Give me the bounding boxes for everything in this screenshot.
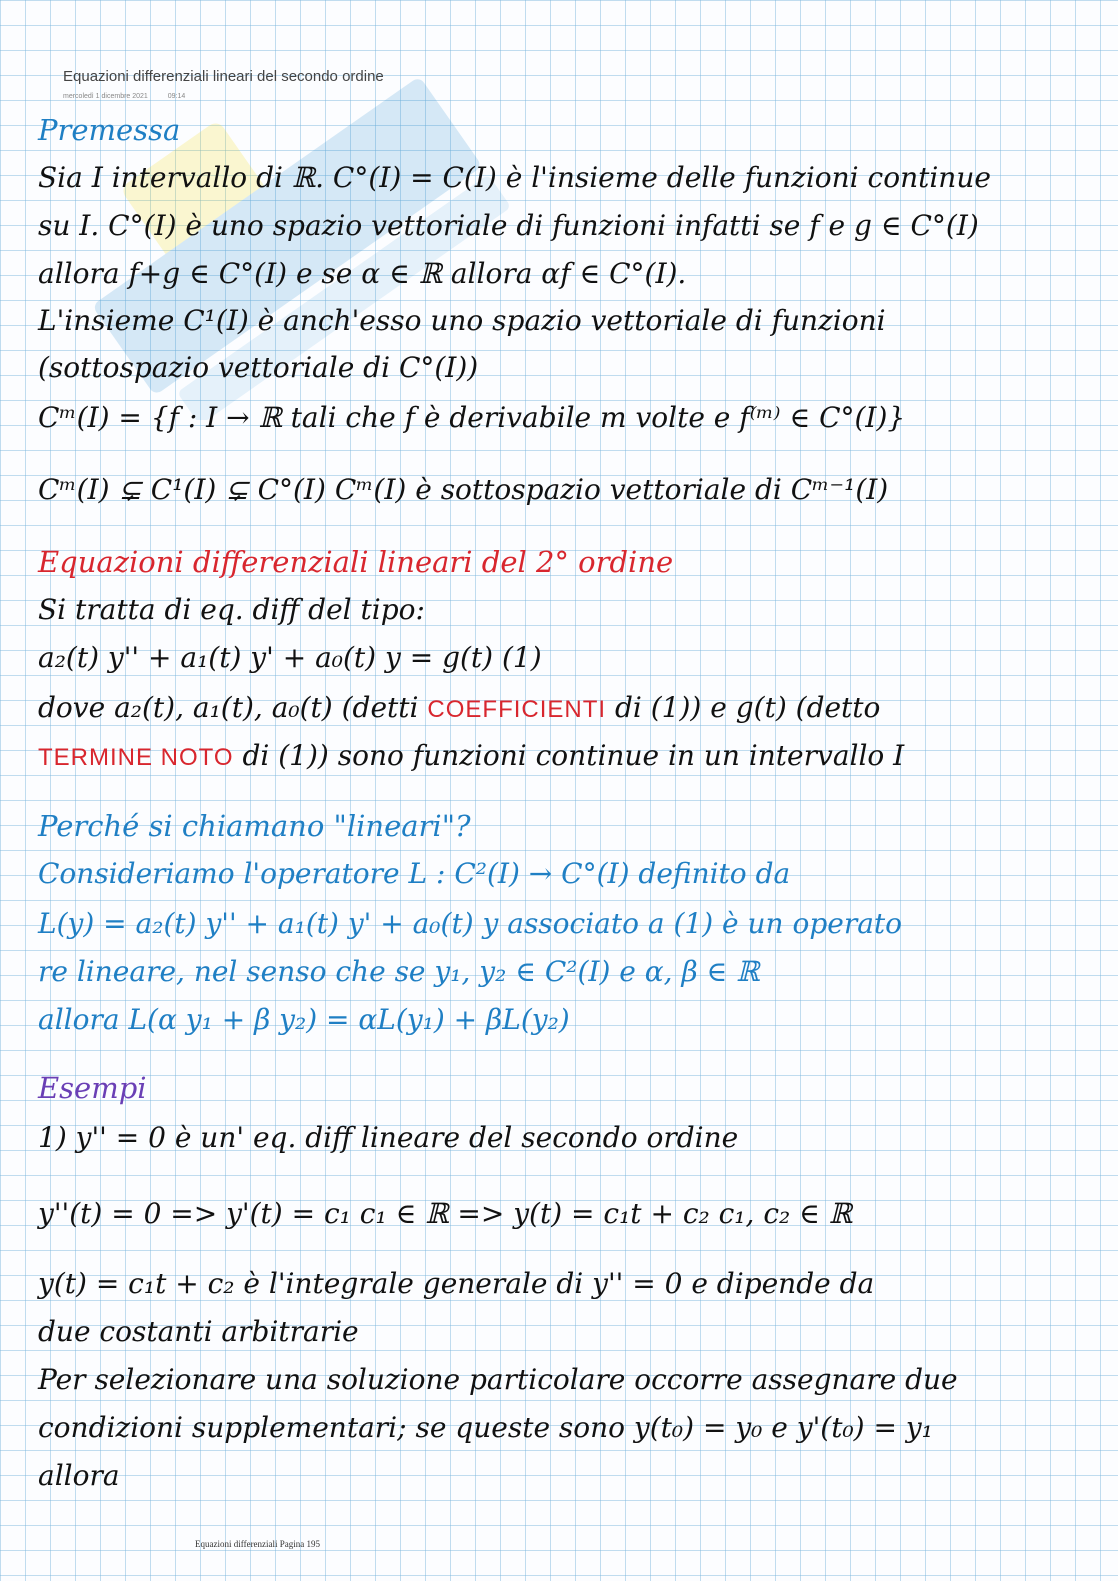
text-line: L'insieme C¹(I) è anch'esso uno spazio vettoriale di funzioni <box>38 304 886 337</box>
text-line: Si tratta di eq. diff del tipo: <box>38 593 425 626</box>
text-line: allora <box>38 1459 120 1492</box>
text-span: di (1)) sono funzioni continue in un intervallo I <box>233 739 905 772</box>
time-text: 09:14 <box>167 93 186 100</box>
heading-perche: Perché si chiamano "lineari"? <box>38 809 471 843</box>
heading-esempi: Esempi <box>38 1071 147 1105</box>
text-span: dove a₂(t), a₁(t), a₀(t) (detti <box>38 691 428 724</box>
text-span: di (1)) e g(t) (detto <box>606 691 881 724</box>
text-line: y(t) = c₁t + c₂ è l'integrale generale di y'' = 0 e dipende da <box>38 1267 875 1300</box>
text-line <box>38 690 1108 728</box>
text-line: allora f+g ∈ C°(I) e se α ∈ ℝ allora αf ∈ C°(I). <box>38 257 687 290</box>
equation-line: y''(t) = 0 => y'(t) = c₁ c₁ ∈ ℝ => y(t) = c₁t + c₂ c₁, c₂ ∈ ℝ <box>38 1197 853 1230</box>
page-date <box>63 93 203 100</box>
text-line: Cᵐ(I) = {f : I → ℝ tali che f è derivabile m volte e f⁽ᵐ⁾ ∈ C°(I)} <box>38 401 906 434</box>
text-line: (sottospazio vettoriale di C°(I)) <box>38 351 479 384</box>
page-title: Equazioni differenziali lineari del secondo ordine <box>63 68 384 85</box>
page-footer: Equazioni differenziali Pagina 195 <box>195 1539 321 1549</box>
text-line: Consideriamo l'operatore L : C²(I) → C°(I) definito da <box>38 857 791 890</box>
text-line: 1) y'' = 0 è un' eq. diff lineare del secondo ordine <box>38 1121 739 1154</box>
text-line: re lineare, nel senso che se y₁, y₂ ∈ C²(I) e α, β ∈ ℝ <box>38 955 760 988</box>
keyword-coefficienti: COEFFICIENTI <box>427 696 607 723</box>
text-line <box>38 738 1108 776</box>
text-line: Cᵐ(I) ⊊ C¹(I) ⊊ C°(I) Cᵐ(I) è sottospazio vettoriale di Cᵐ⁻¹(I) <box>38 473 889 506</box>
date-text: mercoledì 1 dicembre 2021 <box>63 93 148 100</box>
keyword-termine-noto: TERMINE NOTO <box>38 744 234 771</box>
text-line: condizioni supplementari; se queste sono y(t₀) = y₀ e y'(t₀) = y₁ <box>38 1411 933 1444</box>
heading-equazioni: Equazioni differenziali lineari del 2° ordine <box>38 545 674 579</box>
text-line: L(y) = a₂(t) y'' + a₁(t) y' + a₀(t) y associato a (1) è un operato <box>38 907 903 940</box>
text-line: allora L(α y₁ + β y₂) = αL(y₁) + βL(y₂) <box>38 1003 570 1036</box>
text-line: su I. C°(I) è uno spazio vettoriale di funzioni infatti se f e g ∈ C°(I) <box>38 209 979 242</box>
text-line: due costanti arbitrarie <box>38 1315 359 1348</box>
text-line: Sia I intervallo di ℝ. C°(I) = C(I) è l'insieme delle funzioni continue <box>38 161 991 194</box>
equation-line: a₂(t) y'' + a₁(t) y' + a₀(t) y = g(t) (1) <box>38 641 542 674</box>
text-line: Per selezionare una soluzione particolare occorre assegnare due <box>38 1363 958 1396</box>
heading-premessa: Premessa <box>38 113 181 147</box>
